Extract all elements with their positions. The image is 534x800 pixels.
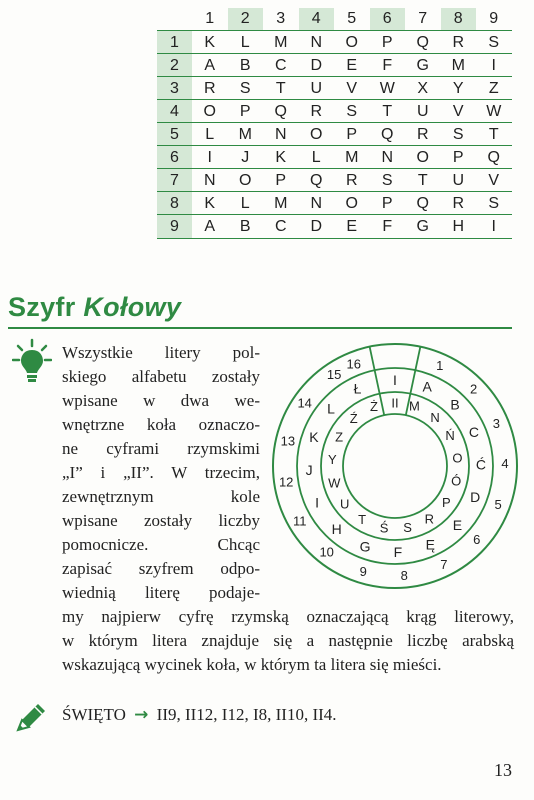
sector-number: 10 — [319, 544, 334, 560]
text-line: wskazującą wycinek koła, w którym ta litera się mieści. — [62, 655, 442, 674]
sector-number: 5 — [494, 496, 502, 512]
ring-I-letter: F — [393, 543, 403, 560]
table-cell: M — [274, 194, 288, 212]
text-line: my najpierw cyfrę rzymską oznaczającą krąg literowy, — [62, 607, 514, 626]
table-cell: Q — [274, 102, 287, 120]
ring-label-I: I — [393, 372, 397, 388]
table-cell: M — [451, 56, 465, 74]
sector-number: 7 — [440, 557, 448, 573]
sector-number: 9 — [359, 563, 367, 579]
table-cell: J — [241, 148, 250, 166]
table-cell: B — [239, 56, 251, 74]
table-cell: Q — [381, 125, 394, 143]
sector-number: 12 — [278, 474, 294, 490]
table-cell: O — [416, 148, 429, 166]
sector-number: 13 — [280, 433, 296, 449]
table-cell: G — [416, 217, 429, 235]
table-cell: O — [310, 125, 323, 143]
table-cell: N — [203, 171, 216, 189]
table-cell: P — [346, 125, 358, 143]
table-cell: U — [310, 79, 323, 97]
table-cell: O — [239, 171, 252, 189]
table-cell: L — [240, 194, 250, 212]
table-cell: M — [238, 125, 252, 143]
table-cell: W — [379, 79, 395, 97]
text-line: „I” i „II”. W trzecim, — [62, 463, 260, 482]
table-row — [157, 145, 512, 169]
ring-II-letter: Y — [328, 451, 337, 467]
table-cell: Q — [487, 148, 500, 166]
table-cell: G — [416, 56, 429, 74]
arrow-icon: → — [134, 705, 149, 725]
table-cell: I — [491, 217, 496, 235]
column-header: 6 — [370, 8, 406, 30]
ring-I-letter: J — [305, 462, 313, 479]
table-cell: V — [346, 79, 358, 97]
row-number: 6 — [157, 146, 192, 169]
table-cell: R — [345, 171, 358, 189]
ring-I-letter: E — [452, 517, 463, 534]
table-cell: N — [381, 148, 394, 166]
table-cell: R — [203, 79, 216, 97]
table-cell: P — [381, 194, 393, 212]
table-cell: S — [239, 79, 251, 97]
table-cell: S — [488, 33, 500, 51]
table-cell: E — [346, 217, 358, 235]
table-cell: M — [345, 148, 359, 166]
lightbulb-icon — [12, 338, 52, 386]
table-cell: S — [452, 125, 464, 143]
column-header: 1 — [205, 10, 215, 27]
table-cell: K — [204, 33, 216, 51]
row-number: 8 — [157, 192, 192, 215]
text-line: wnętrzne koła oznaczo- — [62, 415, 260, 434]
cipher-wheel — [266, 342, 526, 598]
ring-II-letter: Z — [335, 429, 344, 445]
ring-I-letter: D — [470, 489, 481, 506]
table-cell: C — [274, 56, 287, 74]
table-cell: C — [274, 217, 287, 235]
ring-II-letter: S — [403, 520, 412, 536]
example-word: ŚWIĘTO — [62, 705, 126, 724]
ring-I-letter: Ł — [353, 380, 362, 397]
table-cell: N — [274, 125, 287, 143]
ring-II-letter: O — [452, 450, 463, 466]
table-cell: R — [452, 33, 465, 51]
pencil-icon — [14, 700, 50, 734]
table-row — [157, 53, 512, 77]
table-cell: S — [346, 102, 358, 120]
ring-I-letter: H — [331, 521, 342, 538]
table-cell: R — [452, 194, 465, 212]
table-cell: X — [417, 79, 429, 97]
ring-II-letter: P — [441, 495, 451, 511]
example-code: II9, II12, I12, I8, II10, II4. — [156, 705, 337, 724]
table-row — [157, 191, 512, 215]
ring-label-II: II — [391, 395, 399, 411]
table-cell: N — [310, 33, 323, 51]
row-number: 5 — [157, 123, 192, 146]
table-cell: T — [275, 79, 286, 97]
column-header: 2 — [228, 8, 264, 30]
sector-number: 6 — [473, 532, 481, 548]
ring-II-letter: U — [339, 496, 350, 512]
table-cell: N — [310, 194, 323, 212]
sector-number: 8 — [400, 568, 408, 584]
table-cell: W — [486, 102, 502, 120]
table-cell: Z — [488, 79, 499, 97]
table-cell: T — [417, 171, 428, 189]
row-number: 2 — [157, 54, 192, 77]
sector-number: 16 — [346, 356, 362, 372]
table-cell: K — [275, 148, 287, 166]
page-number: 13 — [494, 760, 512, 780]
table-cell: O — [345, 194, 358, 212]
table-cell: A — [204, 217, 216, 235]
ring-II-letter: Ń — [445, 427, 455, 443]
text-line: wpisane w dwa we- — [62, 391, 260, 410]
ring-II-letter: Ó — [451, 473, 462, 489]
text-line: zewnętrznym kole — [62, 487, 260, 506]
text-line: ne cyframi rzymskimi — [62, 439, 260, 458]
table-cell: K — [204, 194, 216, 212]
table-cell: L — [311, 148, 321, 166]
table-cell: D — [310, 56, 323, 74]
table-cell: P — [381, 33, 393, 51]
ring-II-letter: T — [358, 512, 367, 528]
table-cell: F — [382, 56, 393, 74]
text-line: skiego alfabetu zostały — [62, 367, 260, 386]
table-cell: O — [345, 33, 358, 51]
column-header: 4 — [299, 8, 335, 30]
table-cell: T — [382, 102, 393, 120]
ring-I-letter: A — [422, 378, 432, 395]
ring-I-letter: Ę — [425, 536, 435, 553]
ring-I-letter: L — [327, 400, 335, 417]
sector-number: 14 — [297, 395, 312, 411]
table-row — [157, 99, 512, 123]
table-cell: A — [204, 56, 216, 74]
table-cell: Q — [416, 33, 429, 51]
ring-II-letter: Ź — [349, 410, 358, 426]
description-text-wide — [62, 605, 514, 677]
ring-I-letter: Ć — [475, 456, 487, 473]
ring-I-letter: B — [450, 396, 460, 413]
table-cell: F — [382, 217, 393, 235]
table-cell: P — [452, 148, 464, 166]
cipher-table — [157, 8, 512, 245]
table-cell: L — [205, 125, 215, 143]
table-cell: P — [275, 171, 287, 189]
table-cell: P — [239, 102, 251, 120]
table-cell: R — [416, 125, 429, 143]
table-cell: B — [239, 217, 251, 235]
table-cell: Y — [452, 79, 464, 97]
cipher-example — [62, 705, 337, 725]
ring-I-letter: G — [359, 538, 371, 555]
column-header: 5 — [347, 10, 357, 27]
table-cell: Q — [416, 194, 429, 212]
table-cell: T — [488, 125, 499, 143]
text-line: w którym litera znajduje się a następnie liczbę arabską — [62, 631, 514, 650]
sector-number: 2 — [469, 381, 478, 397]
sector-number: 4 — [501, 456, 509, 472]
description-text-narrow — [62, 341, 260, 605]
ring-II-letter: Ż — [369, 399, 378, 415]
table-row — [157, 214, 512, 239]
table-cell: O — [203, 102, 216, 120]
wheel-ring — [343, 414, 447, 518]
text-line: Wszystkie litery pol- — [62, 343, 260, 362]
row-number: 4 — [157, 100, 192, 123]
row-number: 3 — [157, 77, 192, 100]
column-header: 3 — [276, 10, 286, 27]
column-header: 9 — [489, 10, 499, 27]
row-number: 7 — [157, 169, 192, 192]
table-cell: L — [240, 33, 250, 51]
sector-number: 1 — [436, 358, 444, 374]
table-cell: E — [346, 56, 358, 74]
ring-II-letter: Ś — [379, 520, 389, 536]
table-cell: V — [452, 102, 464, 120]
table-cell: I — [491, 56, 496, 74]
ring-II-letter: R — [424, 511, 435, 527]
table-row — [157, 168, 512, 192]
table-row — [157, 76, 512, 100]
column-header: 7 — [418, 10, 428, 27]
text-line: wpisane zostały liczby — [62, 511, 260, 530]
table-cell: Q — [310, 171, 323, 189]
ring-II-letter: W — [328, 475, 341, 491]
table-cell: I — [207, 148, 212, 166]
sector-number: 11 — [292, 513, 307, 529]
table-cell: R — [310, 102, 323, 120]
table-cell: U — [416, 102, 429, 120]
sector-number: 15 — [326, 366, 342, 382]
ring-I-letter: C — [468, 423, 479, 440]
ring-I-letter: I — [315, 494, 320, 511]
table-row — [157, 30, 512, 54]
ring-II-letter: M — [409, 398, 420, 414]
section-rule — [8, 327, 512, 329]
ring-II-letter: N — [430, 409, 440, 425]
table-cell: V — [488, 171, 500, 189]
table-cell: H — [452, 217, 465, 235]
sector-number: 3 — [492, 415, 501, 431]
table-row — [157, 122, 512, 146]
table-cell: D — [310, 217, 323, 235]
row-number: 1 — [157, 31, 192, 54]
text-line: pomocnicze. Chcąc — [62, 535, 260, 554]
table-cell: S — [488, 194, 500, 212]
ring-I-letter: K — [309, 429, 319, 446]
text-line: zapisać szyfrem odpo- — [62, 559, 260, 578]
table-cell: S — [381, 171, 393, 189]
table-cell: U — [452, 171, 465, 189]
table-cell: M — [274, 33, 288, 51]
column-header: 8 — [441, 8, 477, 30]
text-line: wiednią literę podaje- — [62, 583, 260, 602]
row-number: 9 — [157, 215, 192, 238]
section-title: Szyfr Kołowy — [8, 292, 182, 322]
